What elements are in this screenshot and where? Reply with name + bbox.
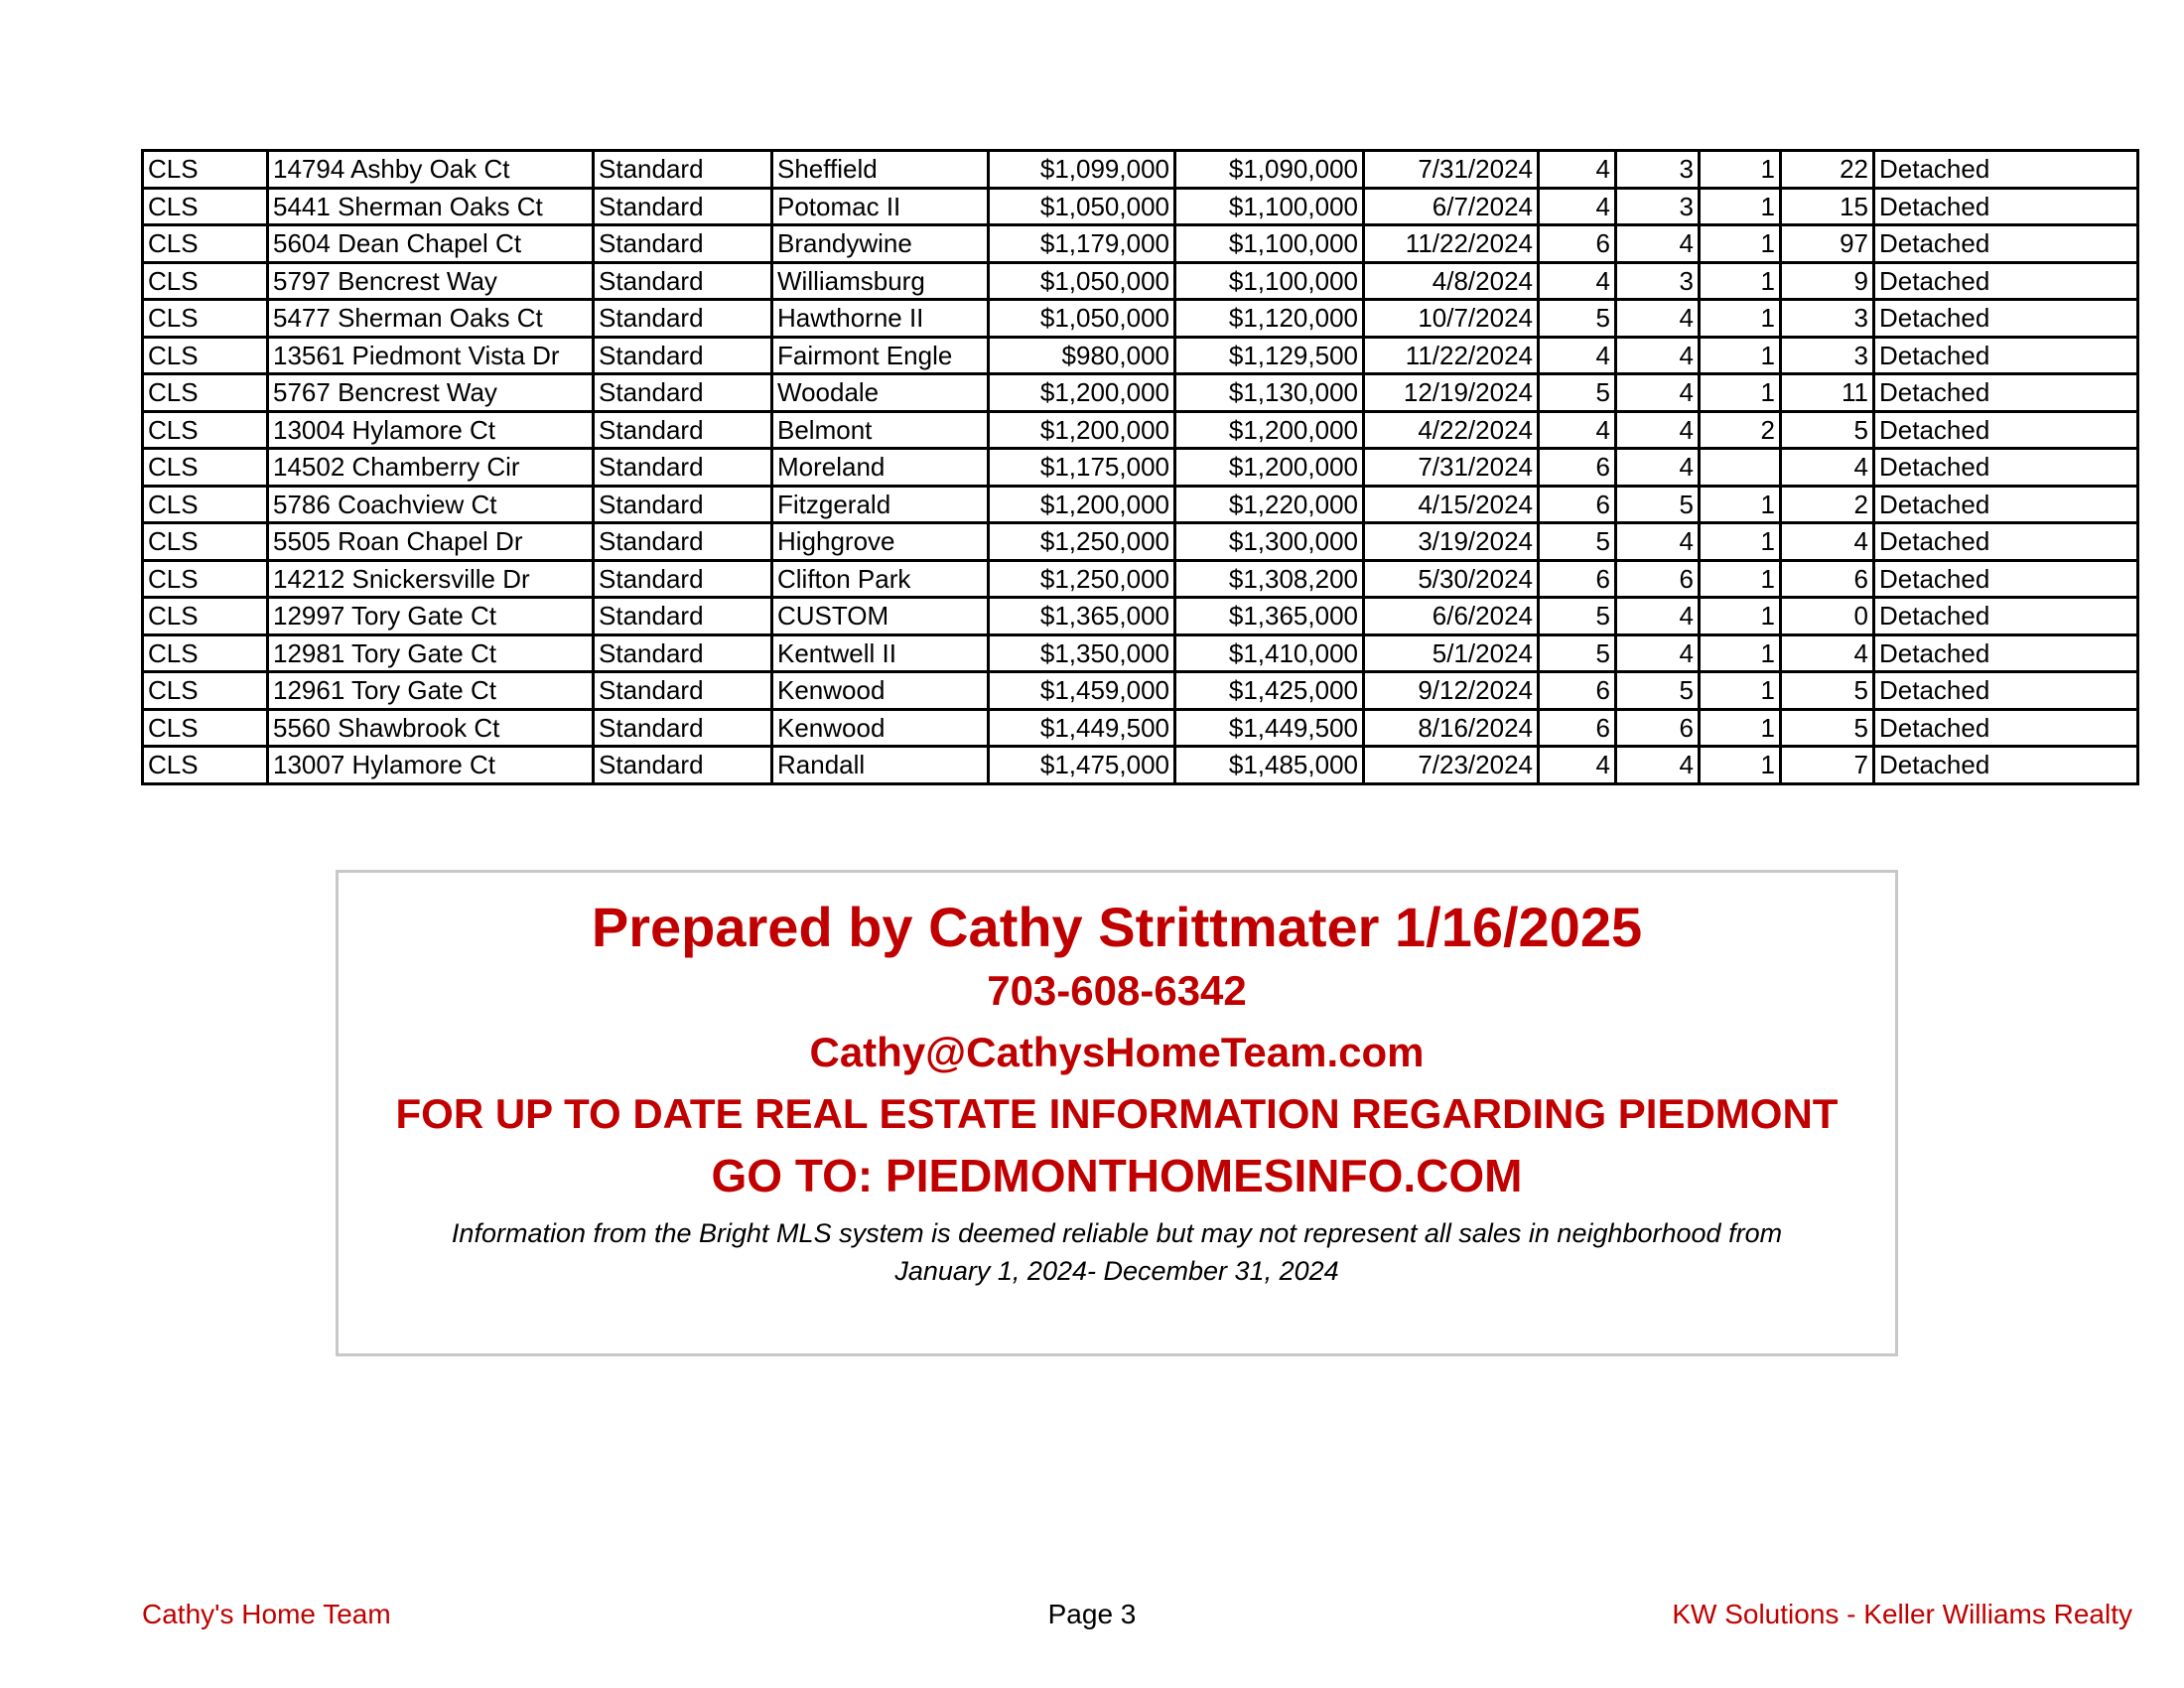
table-row [143, 262, 2138, 300]
list-price-cell: $1,175,000 [989, 449, 1175, 487]
bedrooms-cell: 4 [1539, 151, 1616, 189]
structure-type-cell: Detached [1874, 411, 2138, 449]
list-price-cell: $1,365,000 [989, 598, 1175, 635]
table-row [143, 598, 2138, 635]
half-baths-cell: 1 [1700, 300, 1781, 338]
close-date-cell: 6/6/2024 [1364, 598, 1539, 635]
bedrooms-cell: 6 [1539, 225, 1616, 263]
days-on-market-cell: 4 [1781, 523, 1874, 561]
sales-table [141, 149, 2139, 785]
close-date-cell: 5/1/2024 [1364, 634, 1539, 672]
close-date-cell: 9/12/2024 [1364, 672, 1539, 710]
table-row [143, 709, 2138, 747]
address-cell: 13007 Hylamore Ct [268, 747, 594, 784]
days-on-market-cell: 4 [1781, 449, 1874, 487]
address-cell: 5441 Sherman Oaks Ct [268, 188, 594, 225]
model-cell: Belmont [772, 411, 989, 449]
structure-type-cell: Detached [1874, 225, 2138, 263]
half-baths-cell: 1 [1700, 598, 1781, 635]
half-baths-cell: 2 [1700, 411, 1781, 449]
close-date-cell: 11/22/2024 [1364, 337, 1539, 374]
full-baths-cell: 3 [1616, 262, 1700, 300]
bedrooms-cell: 4 [1539, 747, 1616, 784]
contact-phone: 703-608-6342 [987, 967, 1247, 1014]
days-on-market-cell: 6 [1781, 560, 1874, 598]
sale-type-cell: Standard [594, 523, 772, 561]
sold-price-cell: $1,130,000 [1175, 374, 1364, 412]
status-cell: CLS [143, 598, 268, 635]
status-cell: CLS [143, 188, 268, 225]
close-date-cell: 4/8/2024 [1364, 262, 1539, 300]
full-baths-cell: 4 [1616, 337, 1700, 374]
model-cell: Potomac II [772, 188, 989, 225]
sold-price-cell: $1,449,500 [1175, 709, 1364, 747]
model-cell: CUSTOM [772, 598, 989, 635]
sold-price-cell: $1,129,500 [1175, 337, 1364, 374]
days-on-market-cell: 5 [1781, 709, 1874, 747]
address-cell: 5505 Roan Chapel Dr [268, 523, 594, 561]
address-cell: 14794 Ashby Oak Ct [268, 151, 594, 189]
bedrooms-cell: 5 [1539, 523, 1616, 561]
days-on-market-cell: 9 [1781, 262, 1874, 300]
close-date-cell: 10/7/2024 [1364, 300, 1539, 338]
close-date-cell: 7/31/2024 [1364, 151, 1539, 189]
status-cell: CLS [143, 486, 268, 523]
disclaimer-line-2: January 1, 2024- December 31, 2024 [894, 1256, 1339, 1286]
prepared-by-box [336, 870, 1898, 1356]
full-baths-cell: 4 [1616, 598, 1700, 635]
sale-type-cell: Standard [594, 188, 772, 225]
model-cell: Kenwood [772, 672, 989, 710]
model-cell: Clifton Park [772, 560, 989, 598]
bedrooms-cell: 4 [1539, 337, 1616, 374]
sold-price-cell: $1,200,000 [1175, 449, 1364, 487]
address-cell: 13561 Piedmont Vista Dr [268, 337, 594, 374]
sale-type-cell: Standard [594, 374, 772, 412]
sold-price-cell: $1,410,000 [1175, 634, 1364, 672]
sold-price-cell: $1,100,000 [1175, 225, 1364, 263]
website-line: GO TO: PIEDMONTHOMESINFO.COM [711, 1150, 1523, 1201]
model-cell: Williamsburg [772, 262, 989, 300]
bedrooms-cell: 5 [1539, 374, 1616, 412]
half-baths-cell: 1 [1700, 337, 1781, 374]
address-cell: 12997 Tory Gate Ct [268, 598, 594, 635]
model-cell: Fairmont Engle [772, 337, 989, 374]
sale-type-cell: Standard [594, 672, 772, 710]
footer-page-number: Page 3 [1047, 1599, 1137, 1629]
bedrooms-cell: 5 [1539, 634, 1616, 672]
days-on-market-cell: 5 [1781, 672, 1874, 710]
list-price-cell: $1,449,500 [989, 709, 1175, 747]
list-price-cell: $1,050,000 [989, 262, 1175, 300]
half-baths-cell: 1 [1700, 747, 1781, 784]
full-baths-cell: 4 [1616, 225, 1700, 263]
close-date-cell: 3/19/2024 [1364, 523, 1539, 561]
full-baths-cell: 4 [1616, 300, 1700, 338]
status-cell: CLS [143, 262, 268, 300]
sold-price-cell: $1,425,000 [1175, 672, 1364, 710]
list-price-cell: $1,099,000 [989, 151, 1175, 189]
status-cell: CLS [143, 672, 268, 710]
table-row [143, 449, 2138, 487]
info-line: FOR UP TO DATE REAL ESTATE INFORMATION REGARDING PIEDMONT [395, 1090, 1839, 1137]
list-price-cell: $1,200,000 [989, 374, 1175, 412]
list-price-cell: $1,250,000 [989, 560, 1175, 598]
table-row [143, 560, 2138, 598]
structure-type-cell: Detached [1874, 486, 2138, 523]
model-cell: Randall [772, 747, 989, 784]
full-baths-cell: 4 [1616, 374, 1700, 412]
table-row [143, 523, 2138, 561]
sold-price-cell: $1,200,000 [1175, 411, 1364, 449]
footer-team-name: Cathy's Home Team [142, 1599, 391, 1629]
table-row [143, 486, 2138, 523]
structure-type-cell: Detached [1874, 374, 2138, 412]
bedrooms-cell: 6 [1539, 449, 1616, 487]
sold-price-cell: $1,308,200 [1175, 560, 1364, 598]
address-cell: 5767 Bencrest Way [268, 374, 594, 412]
half-baths-cell: 1 [1700, 523, 1781, 561]
address-cell: 14502 Chamberry Cir [268, 449, 594, 487]
disclaimer-line-1: Information from the Bright MLS system is deemed reliable but may not represent all sales in neighborhood from [451, 1218, 1783, 1248]
model-cell: Woodale [772, 374, 989, 412]
structure-type-cell: Detached [1874, 747, 2138, 784]
table-row [143, 411, 2138, 449]
close-date-cell: 11/22/2024 [1364, 225, 1539, 263]
close-date-cell: 8/16/2024 [1364, 709, 1539, 747]
sale-type-cell: Standard [594, 560, 772, 598]
list-price-cell: $1,475,000 [989, 747, 1175, 784]
bedrooms-cell: 6 [1539, 486, 1616, 523]
days-on-market-cell: 97 [1781, 225, 1874, 263]
bedrooms-cell: 6 [1539, 560, 1616, 598]
structure-type-cell: Detached [1874, 634, 2138, 672]
table-row [143, 672, 2138, 710]
address-cell: 12961 Tory Gate Ct [268, 672, 594, 710]
table-row [143, 151, 2138, 189]
bedrooms-cell: 4 [1539, 411, 1616, 449]
sale-type-cell: Standard [594, 598, 772, 635]
bedrooms-cell: 5 [1539, 598, 1616, 635]
model-cell: Brandywine [772, 225, 989, 263]
status-cell: CLS [143, 337, 268, 374]
close-date-cell: 7/23/2024 [1364, 747, 1539, 784]
address-cell: 5786 Coachview Ct [268, 486, 594, 523]
structure-type-cell: Detached [1874, 598, 2138, 635]
days-on-market-cell: 4 [1781, 634, 1874, 672]
structure-type-cell: Detached [1874, 337, 2138, 374]
close-date-cell: 5/30/2024 [1364, 560, 1539, 598]
disclaimer [418, 1214, 1816, 1290]
sales-table-body [143, 151, 2138, 784]
address-cell: 5604 Dean Chapel Ct [268, 225, 594, 263]
sold-price-cell: $1,120,000 [1175, 300, 1364, 338]
address-cell: 13004 Hylamore Ct [268, 411, 594, 449]
model-cell: Kenwood [772, 709, 989, 747]
status-cell: CLS [143, 449, 268, 487]
status-cell: CLS [143, 747, 268, 784]
address-cell: 12981 Tory Gate Ct [268, 634, 594, 672]
half-baths-cell: 1 [1700, 151, 1781, 189]
full-baths-cell: 4 [1616, 411, 1700, 449]
bedrooms-cell: 5 [1539, 300, 1616, 338]
half-baths-cell [1700, 449, 1781, 487]
days-on-market-cell: 11 [1781, 374, 1874, 412]
days-on-market-cell: 22 [1781, 151, 1874, 189]
address-cell: 5477 Sherman Oaks Ct [268, 300, 594, 338]
list-price-cell: $1,350,000 [989, 634, 1175, 672]
half-baths-cell: 1 [1700, 634, 1781, 672]
days-on-market-cell: 2 [1781, 486, 1874, 523]
bedrooms-cell: 6 [1539, 709, 1616, 747]
structure-type-cell: Detached [1874, 151, 2138, 189]
days-on-market-cell: 7 [1781, 747, 1874, 784]
sold-price-cell: $1,090,000 [1175, 151, 1364, 189]
days-on-market-cell: 15 [1781, 188, 1874, 225]
half-baths-cell: 1 [1700, 709, 1781, 747]
full-baths-cell: 4 [1616, 449, 1700, 487]
model-cell: Highgrove [772, 523, 989, 561]
table-row [143, 337, 2138, 374]
full-baths-cell: 4 [1616, 747, 1700, 784]
table-row [143, 225, 2138, 263]
days-on-market-cell: 3 [1781, 300, 1874, 338]
sale-type-cell: Standard [594, 634, 772, 672]
full-baths-cell: 6 [1616, 709, 1700, 747]
structure-type-cell: Detached [1874, 449, 2138, 487]
address-cell: 5797 Bencrest Way [268, 262, 594, 300]
full-baths-cell: 3 [1616, 188, 1700, 225]
full-baths-cell: 4 [1616, 634, 1700, 672]
model-cell: Sheffield [772, 151, 989, 189]
prepared-by-title: Prepared by Cathy Strittmater 1/16/2025 [591, 896, 1643, 958]
sale-type-cell: Standard [594, 709, 772, 747]
full-baths-cell: 4 [1616, 523, 1700, 561]
list-price-cell: $1,200,000 [989, 411, 1175, 449]
list-price-cell: $1,179,000 [989, 225, 1175, 263]
bedrooms-cell: 4 [1539, 188, 1616, 225]
structure-type-cell: Detached [1874, 523, 2138, 561]
half-baths-cell: 1 [1700, 672, 1781, 710]
contact-email: Cathy@CathysHomeTeam.com [809, 1029, 1425, 1075]
sold-price-cell: $1,365,000 [1175, 598, 1364, 635]
table-row [143, 300, 2138, 338]
days-on-market-cell: 3 [1781, 337, 1874, 374]
half-baths-cell: 1 [1700, 225, 1781, 263]
full-baths-cell: 6 [1616, 560, 1700, 598]
full-baths-cell: 5 [1616, 486, 1700, 523]
days-on-market-cell: 0 [1781, 598, 1874, 635]
table-row [143, 634, 2138, 672]
close-date-cell: 7/31/2024 [1364, 449, 1539, 487]
half-baths-cell: 1 [1700, 374, 1781, 412]
structure-type-cell: Detached [1874, 560, 2138, 598]
close-date-cell: 12/19/2024 [1364, 374, 1539, 412]
status-cell: CLS [143, 523, 268, 561]
list-price-cell: $980,000 [989, 337, 1175, 374]
bedrooms-cell: 4 [1539, 262, 1616, 300]
footer-brokerage: KW Solutions - Keller Williams Realty [1672, 1599, 2132, 1629]
close-date-cell: 6/7/2024 [1364, 188, 1539, 225]
status-cell: CLS [143, 300, 268, 338]
status-cell: CLS [143, 709, 268, 747]
sale-type-cell: Standard [594, 151, 772, 189]
structure-type-cell: Detached [1874, 188, 2138, 225]
sale-type-cell: Standard [594, 262, 772, 300]
table-row [143, 374, 2138, 412]
sold-price-cell: $1,300,000 [1175, 523, 1364, 561]
model-cell: Fitzgerald [772, 486, 989, 523]
address-cell: 5560 Shawbrook Ct [268, 709, 594, 747]
sale-type-cell: Standard [594, 300, 772, 338]
sale-type-cell: Standard [594, 449, 772, 487]
structure-type-cell: Detached [1874, 672, 2138, 710]
sale-type-cell: Standard [594, 337, 772, 374]
list-price-cell: $1,459,000 [989, 672, 1175, 710]
status-cell: CLS [143, 560, 268, 598]
sold-price-cell: $1,220,000 [1175, 486, 1364, 523]
table-row [143, 188, 2138, 225]
list-price-cell: $1,050,000 [989, 188, 1175, 225]
list-price-cell: $1,050,000 [989, 300, 1175, 338]
close-date-cell: 4/15/2024 [1364, 486, 1539, 523]
sale-type-cell: Standard [594, 747, 772, 784]
half-baths-cell: 1 [1700, 560, 1781, 598]
full-baths-cell: 5 [1616, 672, 1700, 710]
days-on-market-cell: 5 [1781, 411, 1874, 449]
sold-price-cell: $1,100,000 [1175, 262, 1364, 300]
sold-price-cell: $1,485,000 [1175, 747, 1364, 784]
model-cell: Hawthorne II [772, 300, 989, 338]
half-baths-cell: 1 [1700, 188, 1781, 225]
status-cell: CLS [143, 411, 268, 449]
sale-type-cell: Standard [594, 411, 772, 449]
address-cell: 14212 Snickersville Dr [268, 560, 594, 598]
table-row [143, 747, 2138, 784]
close-date-cell: 4/22/2024 [1364, 411, 1539, 449]
model-cell: Moreland [772, 449, 989, 487]
full-baths-cell: 3 [1616, 151, 1700, 189]
structure-type-cell: Detached [1874, 300, 2138, 338]
half-baths-cell: 1 [1700, 262, 1781, 300]
status-cell: CLS [143, 151, 268, 189]
list-price-cell: $1,250,000 [989, 523, 1175, 561]
status-cell: CLS [143, 634, 268, 672]
list-price-cell: $1,200,000 [989, 486, 1175, 523]
bedrooms-cell: 6 [1539, 672, 1616, 710]
structure-type-cell: Detached [1874, 709, 2138, 747]
sale-type-cell: Standard [594, 486, 772, 523]
model-cell: Kentwell II [772, 634, 989, 672]
sold-price-cell: $1,100,000 [1175, 188, 1364, 225]
structure-type-cell: Detached [1874, 262, 2138, 300]
sale-type-cell: Standard [594, 225, 772, 263]
status-cell: CLS [143, 225, 268, 263]
status-cell: CLS [143, 374, 268, 412]
half-baths-cell: 1 [1700, 486, 1781, 523]
